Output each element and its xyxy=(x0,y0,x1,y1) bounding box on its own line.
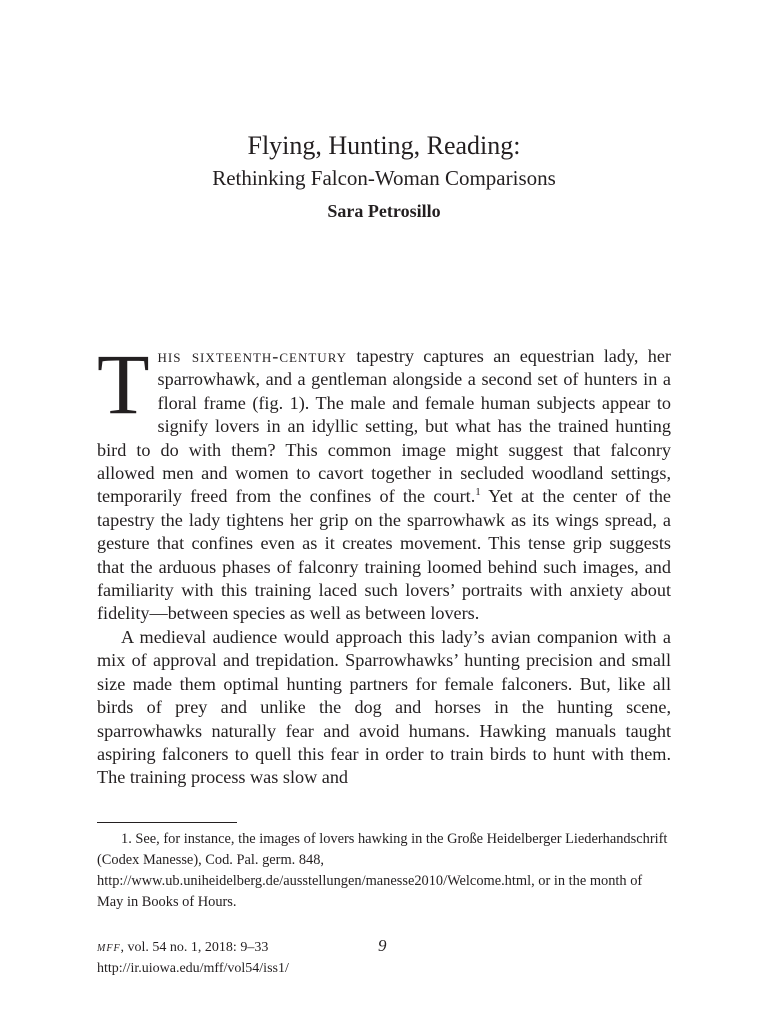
footnote-1: 1. See, for instance, the images of lovers hawking in the Große Heidelberger Liederhandschrift (Codex Manesse), Cod. Pal. germ. 848, http://www.ub.uniheidelberg.de/ausstellungen/manesse2010/Welcome.html, or in the month of May in Books of Hours. xyxy=(97,831,668,910)
article-subtitle: Rethinking Falcon-Woman Comparisons xyxy=(212,166,556,190)
paragraph-1-text-a: tapestry captures an equestrian lady, her sparrowhawk, and a gentleman alongside a second set of hunters in a floral frame (fig. 1). The male and female human subjects appear to signify lovers in an idyllic setting, but what has the trained hunting bird to do with them? This common image might suggest that falconry allowed men and women to cavort together in secluded woodland settings, temporarily freed from the confines of the court. xyxy=(97,346,671,507)
footer-url[interactable]: http://ir.uiowa.edu/mff/vol54/iss1/ xyxy=(97,961,289,976)
paragraph-1 xyxy=(97,336,671,626)
drop-cap: T xyxy=(97,336,150,432)
footnote-reference[interactable]: 1 xyxy=(475,486,481,499)
page-number: 9 xyxy=(378,936,387,955)
journal-abbreviation: mff xyxy=(97,940,121,955)
article-header xyxy=(0,130,768,224)
footer-citation xyxy=(97,937,268,958)
journal-citation: , vol. 54 no. 1, 2018: 9–33 xyxy=(120,940,269,955)
footnote-divider xyxy=(97,822,237,823)
paragraph-1-text-b: Yet at the center of the tapestry the lady tightens her grip on the sparrowhawk as its wings spread, a gesture that confines even as it creates movement. This tense grip suggests that the arduous phases of falconry training loomed behind such images, and familiarity with this training laced such lovers’ portraits with anxiety about fidelity—between species as well as between lovers. xyxy=(97,486,671,624)
article-author: Sara Petrosillo xyxy=(327,201,441,221)
opening-smallcaps: his sixteenth-century xyxy=(157,346,348,366)
paragraph-2: A medieval audience would approach this lady’s avian companion with a mix of approval and trepidation. Sparrowhawks’ hunting precision and small size made them optimal hunting partners for female falconers. But, like all birds of prey and unlike the dog and horses in the hunting scene, sparrowhawks naturally fear and avoid humans. Hawking manuals taught aspiring falconers to quell this fear in order to train birds to hunt with them. The training process was slow and xyxy=(97,626,671,788)
article-title: Flying, Hunting, Reading: xyxy=(247,131,521,160)
article-body xyxy=(97,336,671,790)
